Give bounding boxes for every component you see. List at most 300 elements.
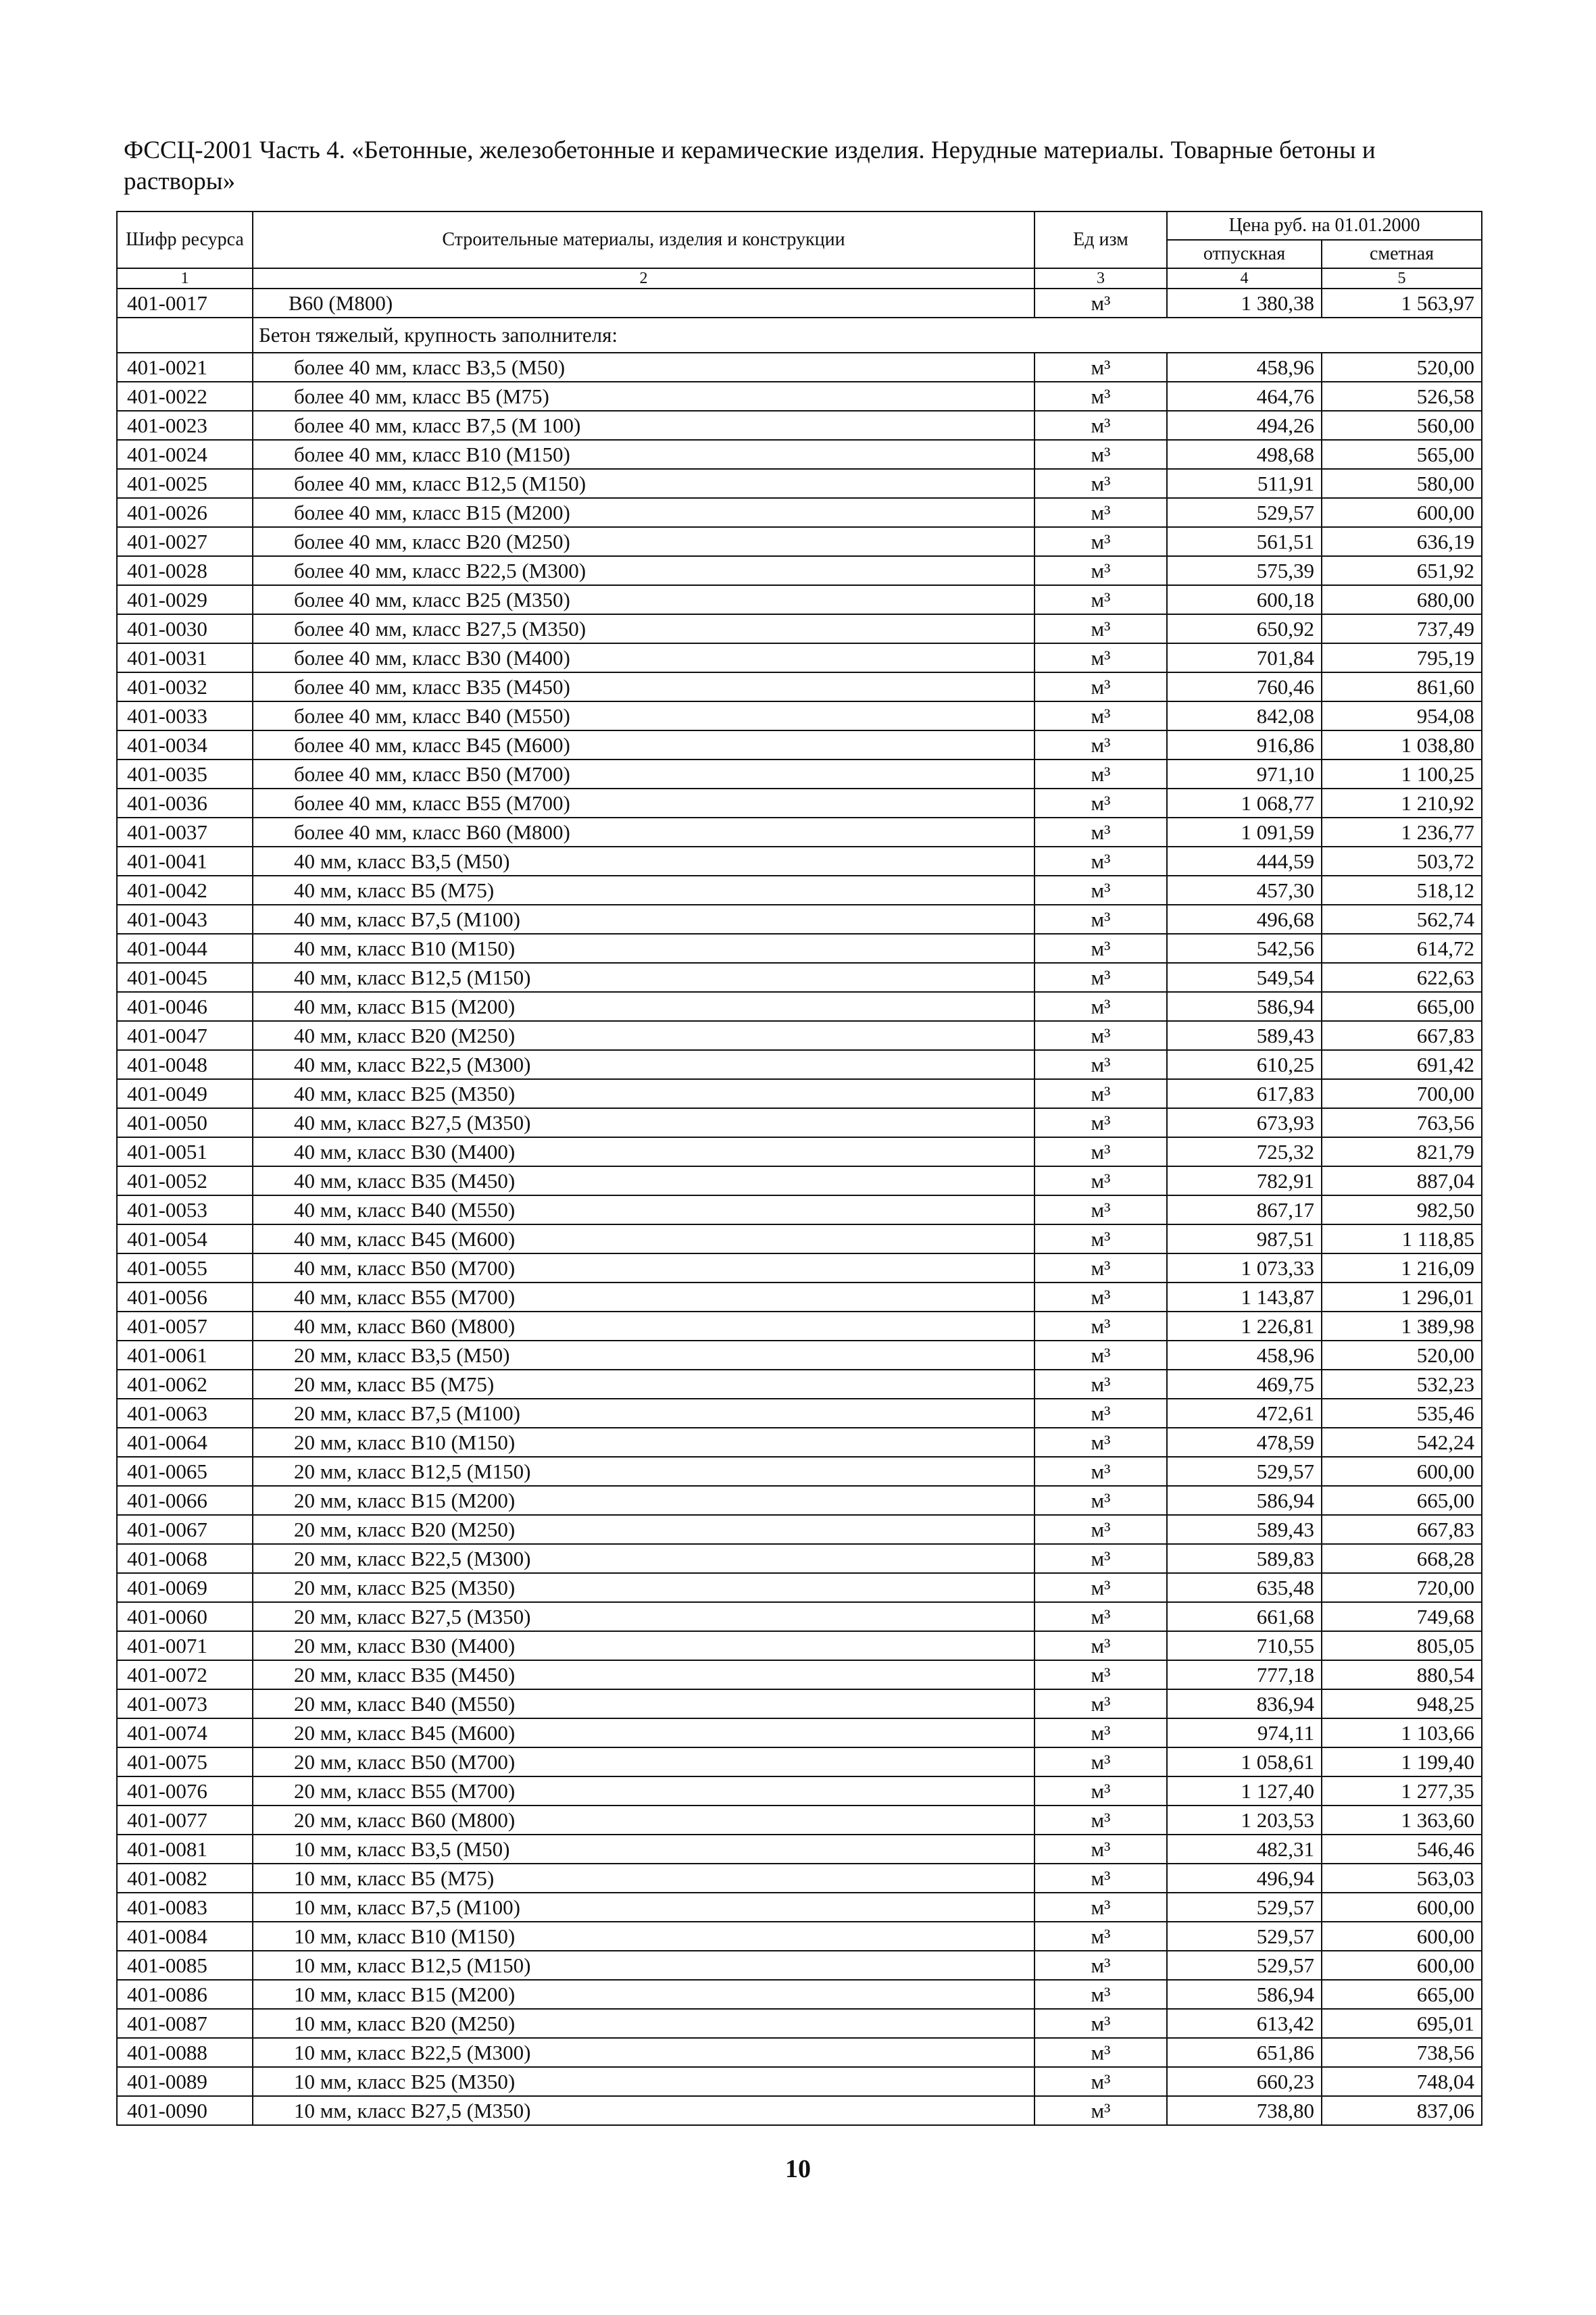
unit: м³ bbox=[1034, 1079, 1167, 1108]
material-name: 40 мм, класс В27,5 (М350) bbox=[253, 1108, 1034, 1137]
release-price: 529,57 bbox=[1167, 1893, 1322, 1922]
material-name: 20 мм, класс В40 (М550) bbox=[253, 1689, 1034, 1718]
unit: м³ bbox=[1034, 382, 1167, 411]
resource-code: 401-0062 bbox=[117, 1370, 253, 1399]
table-row bbox=[117, 1631, 1482, 1660]
unit: м³ bbox=[1034, 353, 1167, 382]
header-estimate-price: сметная bbox=[1322, 240, 1482, 268]
unit: м³ bbox=[1034, 1050, 1167, 1079]
material-name: более 40 мм, класс В35 (М450) bbox=[253, 672, 1034, 701]
table-row bbox=[117, 353, 1482, 382]
material-name: 10 мм, класс В7,5 (М100) bbox=[253, 1893, 1034, 1922]
release-price: 867,17 bbox=[1167, 1195, 1322, 1224]
resource-code: 401-0032 bbox=[117, 672, 253, 701]
header-price: Цена руб. на 01.01.2000 bbox=[1167, 211, 1482, 240]
release-price: 987,51 bbox=[1167, 1224, 1322, 1253]
resource-code: 401-0050 bbox=[117, 1108, 253, 1137]
estimate-price: 667,83 bbox=[1322, 1515, 1482, 1544]
unit: м³ bbox=[1034, 847, 1167, 876]
unit: м³ bbox=[1034, 1689, 1167, 1718]
table-row bbox=[117, 1050, 1482, 1079]
estimate-price: 1 100,25 bbox=[1322, 760, 1482, 789]
release-price: 589,43 bbox=[1167, 1515, 1322, 1544]
unit: м³ bbox=[1034, 2096, 1167, 2125]
material-name: 40 мм, класс В7,5 (М100) bbox=[253, 905, 1034, 934]
unit: м³ bbox=[1034, 1108, 1167, 1137]
unit: м³ bbox=[1034, 1399, 1167, 1428]
material-name: 10 мм, класс В12,5 (М150) bbox=[253, 1951, 1034, 1980]
release-price: 529,57 bbox=[1167, 498, 1322, 527]
unit: м³ bbox=[1034, 1980, 1167, 2009]
resource-code: 401-0023 bbox=[117, 411, 253, 440]
unit: м³ bbox=[1034, 1370, 1167, 1399]
material-name: 40 мм, класс В40 (М550) bbox=[253, 1195, 1034, 1224]
table-row bbox=[117, 1137, 1482, 1166]
release-price: 635,48 bbox=[1167, 1573, 1322, 1602]
unit: м³ bbox=[1034, 701, 1167, 730]
table-row bbox=[117, 1341, 1482, 1370]
group-code-cell bbox=[117, 318, 253, 353]
unit: м³ bbox=[1034, 1747, 1167, 1776]
estimate-price: 982,50 bbox=[1322, 1195, 1482, 1224]
column-number: 3 bbox=[1034, 268, 1167, 289]
table-row bbox=[117, 614, 1482, 643]
table-row bbox=[117, 1835, 1482, 1864]
table-row bbox=[117, 701, 1482, 730]
table-row bbox=[117, 2067, 1482, 2096]
estimate-price: 861,60 bbox=[1322, 672, 1482, 701]
table-row bbox=[117, 992, 1482, 1021]
unit: м³ bbox=[1034, 789, 1167, 818]
estimate-price: 562,74 bbox=[1322, 905, 1482, 934]
material-name: 20 мм, класс В22,5 (М300) bbox=[253, 1544, 1034, 1573]
material-name: более 40 мм, класс В60 (М800) bbox=[253, 818, 1034, 847]
unit: м³ bbox=[1034, 818, 1167, 847]
release-price: 444,59 bbox=[1167, 847, 1322, 876]
resource-code: 401-0035 bbox=[117, 760, 253, 789]
material-name: 10 мм, класс В10 (М150) bbox=[253, 1922, 1034, 1951]
group-label: Бетон тяжелый, крупность заполнителя: bbox=[253, 318, 1482, 353]
resource-code: 401-0024 bbox=[117, 440, 253, 469]
table-row bbox=[117, 1224, 1482, 1253]
resource-code: 401-0068 bbox=[117, 1544, 253, 1573]
header-name: Строительные материалы, изделия и конструкции bbox=[253, 211, 1034, 268]
release-price: 589,43 bbox=[1167, 1021, 1322, 1050]
unit: м³ bbox=[1034, 440, 1167, 469]
resource-code: 401-0033 bbox=[117, 701, 253, 730]
table-row bbox=[117, 1428, 1482, 1457]
unit: м³ bbox=[1034, 1864, 1167, 1893]
table-row bbox=[117, 2038, 1482, 2067]
unit: м³ bbox=[1034, 1224, 1167, 1253]
material-name: 10 мм, класс В27,5 (М350) bbox=[253, 2096, 1034, 2125]
resource-code: 401-0060 bbox=[117, 1602, 253, 1631]
estimate-price: 1 563,97 bbox=[1322, 289, 1482, 318]
table-row bbox=[117, 1747, 1482, 1776]
resource-code: 401-0046 bbox=[117, 992, 253, 1021]
table-row bbox=[117, 411, 1482, 440]
table-header bbox=[117, 211, 1482, 289]
unit: м³ bbox=[1034, 2067, 1167, 2096]
resource-code: 401-0066 bbox=[117, 1486, 253, 1515]
resource-code: 401-0044 bbox=[117, 934, 253, 963]
column-number: 1 bbox=[117, 268, 253, 289]
table-row bbox=[117, 440, 1482, 469]
estimate-price: 526,58 bbox=[1322, 382, 1482, 411]
table-row bbox=[117, 760, 1482, 789]
estimate-price: 948,25 bbox=[1322, 1689, 1482, 1718]
resource-code: 401-0090 bbox=[117, 2096, 253, 2125]
resource-code: 401-0072 bbox=[117, 1660, 253, 1689]
resource-code: 401-0047 bbox=[117, 1021, 253, 1050]
table-row bbox=[117, 556, 1482, 585]
release-price: 610,25 bbox=[1167, 1050, 1322, 1079]
estimate-price: 1 118,85 bbox=[1322, 1224, 1482, 1253]
resource-code: 401-0021 bbox=[117, 353, 253, 382]
unit: м³ bbox=[1034, 1283, 1167, 1312]
table-row bbox=[117, 847, 1482, 876]
table-row bbox=[117, 498, 1482, 527]
table-row bbox=[117, 1602, 1482, 1631]
release-price: 777,18 bbox=[1167, 1660, 1322, 1689]
column-number: 5 bbox=[1322, 268, 1482, 289]
unit: м³ bbox=[1034, 1486, 1167, 1515]
estimate-price: 600,00 bbox=[1322, 1922, 1482, 1951]
release-price: 916,86 bbox=[1167, 730, 1322, 760]
estimate-price: 763,56 bbox=[1322, 1108, 1482, 1137]
resource-code: 401-0031 bbox=[117, 643, 253, 672]
unit: м³ bbox=[1034, 411, 1167, 440]
estimate-price: 535,46 bbox=[1322, 1399, 1482, 1428]
estimate-price: 748,04 bbox=[1322, 2067, 1482, 2096]
material-name: 20 мм, класс В30 (М400) bbox=[253, 1631, 1034, 1660]
estimate-price: 1 103,66 bbox=[1322, 1718, 1482, 1747]
table-row bbox=[117, 905, 1482, 934]
release-price: 760,46 bbox=[1167, 672, 1322, 701]
resource-code: 401-0061 bbox=[117, 1341, 253, 1370]
header-unit: Ед изм bbox=[1034, 211, 1167, 268]
estimate-price: 887,04 bbox=[1322, 1166, 1482, 1195]
estimate-price: 503,72 bbox=[1322, 847, 1482, 876]
estimate-price: 665,00 bbox=[1322, 1980, 1482, 2009]
estimate-price: 691,42 bbox=[1322, 1050, 1482, 1079]
release-price: 511,91 bbox=[1167, 469, 1322, 498]
material-name: 40 мм, класс В55 (М700) bbox=[253, 1283, 1034, 1312]
material-name: более 40 мм, класс В55 (М700) bbox=[253, 789, 1034, 818]
material-name: 10 мм, класс В25 (М350) bbox=[253, 2067, 1034, 2096]
unit: м³ bbox=[1034, 963, 1167, 992]
group-row bbox=[117, 318, 1482, 353]
estimate-price: 738,56 bbox=[1322, 2038, 1482, 2067]
material-name: более 40 мм, класс В12,5 (М150) bbox=[253, 469, 1034, 498]
estimate-price: 546,46 bbox=[1322, 1835, 1482, 1864]
material-name: 20 мм, класс В10 (М150) bbox=[253, 1428, 1034, 1457]
release-price: 458,96 bbox=[1167, 353, 1322, 382]
resource-code: 401-0074 bbox=[117, 1718, 253, 1747]
table-row bbox=[117, 1573, 1482, 1602]
material-name: 40 мм, класс В20 (М250) bbox=[253, 1021, 1034, 1050]
unit: м³ bbox=[1034, 1137, 1167, 1166]
table-row bbox=[117, 1079, 1482, 1108]
estimate-price: 614,72 bbox=[1322, 934, 1482, 963]
estimate-price: 600,00 bbox=[1322, 1893, 1482, 1922]
release-price: 1 380,38 bbox=[1167, 289, 1322, 318]
estimate-price: 542,24 bbox=[1322, 1428, 1482, 1457]
material-name: более 40 мм, класс В40 (М550) bbox=[253, 701, 1034, 730]
table-row bbox=[117, 1689, 1482, 1718]
material-name: 40 мм, класс В60 (М800) bbox=[253, 1312, 1034, 1341]
resource-code: 401-0017 bbox=[117, 289, 253, 318]
estimate-price: 600,00 bbox=[1322, 1951, 1482, 1980]
release-price: 575,39 bbox=[1167, 556, 1322, 585]
resource-code: 401-0064 bbox=[117, 1428, 253, 1457]
material-name: 40 мм, класс В22,5 (М300) bbox=[253, 1050, 1034, 1079]
estimate-price: 795,19 bbox=[1322, 643, 1482, 672]
resource-code: 401-0081 bbox=[117, 1835, 253, 1864]
release-price: 673,93 bbox=[1167, 1108, 1322, 1137]
unit: м³ bbox=[1034, 905, 1167, 934]
material-name: 20 мм, класс В3,5 (М50) bbox=[253, 1341, 1034, 1370]
resource-code: 401-0086 bbox=[117, 1980, 253, 2009]
resource-code: 401-0026 bbox=[117, 498, 253, 527]
release-price: 710,55 bbox=[1167, 1631, 1322, 1660]
unit: м³ bbox=[1034, 2009, 1167, 2038]
material-name: 20 мм, класс В45 (М600) bbox=[253, 1718, 1034, 1747]
unit: м³ bbox=[1034, 1428, 1167, 1457]
resource-code: 401-0069 bbox=[117, 1573, 253, 1602]
release-price: 457,30 bbox=[1167, 876, 1322, 905]
estimate-price: 600,00 bbox=[1322, 498, 1482, 527]
table-row bbox=[117, 1399, 1482, 1428]
release-price: 458,96 bbox=[1167, 1341, 1322, 1370]
resource-code: 401-0053 bbox=[117, 1195, 253, 1224]
unit: м³ bbox=[1034, 1515, 1167, 1544]
unit: м³ bbox=[1034, 1195, 1167, 1224]
material-name: 40 мм, класс В30 (М400) bbox=[253, 1137, 1034, 1166]
table-body bbox=[117, 289, 1482, 2125]
release-price: 600,18 bbox=[1167, 585, 1322, 614]
material-name: 40 мм, класс В5 (М75) bbox=[253, 876, 1034, 905]
release-price: 1 226,81 bbox=[1167, 1312, 1322, 1341]
release-price: 542,56 bbox=[1167, 934, 1322, 963]
estimate-price: 954,08 bbox=[1322, 701, 1482, 730]
material-name: более 40 мм, класс В45 (М600) bbox=[253, 730, 1034, 760]
material-name: 20 мм, класс В15 (М200) bbox=[253, 1486, 1034, 1515]
estimate-price: 600,00 bbox=[1322, 1457, 1482, 1486]
release-price: 586,94 bbox=[1167, 1486, 1322, 1515]
estimate-price: 695,01 bbox=[1322, 2009, 1482, 2038]
material-name: 20 мм, класс В27,5 (М350) bbox=[253, 1602, 1034, 1631]
unit: м³ bbox=[1034, 556, 1167, 585]
release-price: 498,68 bbox=[1167, 440, 1322, 469]
material-name: 10 мм, класс В3,5 (М50) bbox=[253, 1835, 1034, 1864]
material-name: более 40 мм, класс В10 (М150) bbox=[253, 440, 1034, 469]
estimate-price: 651,92 bbox=[1322, 556, 1482, 585]
estimate-price: 720,00 bbox=[1322, 1573, 1482, 1602]
material-name: 40 мм, класс В10 (М150) bbox=[253, 934, 1034, 963]
estimate-price: 520,00 bbox=[1322, 1341, 1482, 1370]
estimate-price: 700,00 bbox=[1322, 1079, 1482, 1108]
table-row bbox=[117, 1457, 1482, 1486]
table-row bbox=[117, 1951, 1482, 1980]
resource-code: 401-0049 bbox=[117, 1079, 253, 1108]
release-price: 650,92 bbox=[1167, 614, 1322, 643]
resource-code: 401-0075 bbox=[117, 1747, 253, 1776]
table-row bbox=[117, 1893, 1482, 1922]
release-price: 974,11 bbox=[1167, 1718, 1322, 1747]
column-number: 4 bbox=[1167, 268, 1322, 289]
table-row bbox=[117, 1195, 1482, 1224]
unit: м³ bbox=[1034, 469, 1167, 498]
material-name: 20 мм, класс В7,5 (М100) bbox=[253, 1399, 1034, 1428]
table-row bbox=[117, 1515, 1482, 1544]
estimate-price: 1 038,80 bbox=[1322, 730, 1482, 760]
release-price: 1 127,40 bbox=[1167, 1776, 1322, 1806]
release-price: 971,10 bbox=[1167, 760, 1322, 789]
unit: м³ bbox=[1034, 585, 1167, 614]
material-name: В60 (М800) bbox=[253, 289, 1034, 318]
material-name: 40 мм, класс В25 (М350) bbox=[253, 1079, 1034, 1108]
unit: м³ bbox=[1034, 1021, 1167, 1050]
resource-code: 401-0048 bbox=[117, 1050, 253, 1079]
material-name: 10 мм, класс В22,5 (М300) bbox=[253, 2038, 1034, 2067]
release-price: 660,23 bbox=[1167, 2067, 1322, 2096]
resource-code: 401-0073 bbox=[117, 1689, 253, 1718]
resource-code: 401-0084 bbox=[117, 1922, 253, 1951]
estimate-price: 1 296,01 bbox=[1322, 1283, 1482, 1312]
release-price: 529,57 bbox=[1167, 1951, 1322, 1980]
release-price: 613,42 bbox=[1167, 2009, 1322, 2038]
unit: м³ bbox=[1034, 876, 1167, 905]
estimate-price: 837,06 bbox=[1322, 2096, 1482, 2125]
estimate-price: 749,68 bbox=[1322, 1602, 1482, 1631]
resource-code: 401-0085 bbox=[117, 1951, 253, 1980]
release-price: 725,32 bbox=[1167, 1137, 1322, 1166]
resource-code: 401-0065 bbox=[117, 1457, 253, 1486]
unit: м³ bbox=[1034, 1312, 1167, 1341]
document-title: ФССЦ-2001 Часть 4. «Бетонные, железобетонные и керамические изделия. Нерудные материалы. Товарные бетоны и растворы» bbox=[124, 136, 1376, 195]
estimate-price: 1 363,60 bbox=[1322, 1806, 1482, 1835]
estimate-price: 532,23 bbox=[1322, 1370, 1482, 1399]
unit: м³ bbox=[1034, 1602, 1167, 1631]
estimate-price: 667,83 bbox=[1322, 1021, 1482, 1050]
resource-code: 401-0051 bbox=[117, 1137, 253, 1166]
price-table bbox=[116, 211, 1482, 2126]
table-row bbox=[117, 1718, 1482, 1747]
table-row bbox=[117, 934, 1482, 963]
unit: м³ bbox=[1034, 1718, 1167, 1747]
material-name: 20 мм, класс В25 (М350) bbox=[253, 1573, 1034, 1602]
unit: м³ bbox=[1034, 672, 1167, 701]
release-price: 561,51 bbox=[1167, 527, 1322, 556]
unit: м³ bbox=[1034, 992, 1167, 1021]
unit: м³ bbox=[1034, 1544, 1167, 1573]
table-row bbox=[117, 1486, 1482, 1515]
estimate-price: 880,54 bbox=[1322, 1660, 1482, 1689]
material-name: 10 мм, класс В20 (М250) bbox=[253, 2009, 1034, 2038]
estimate-price: 1 199,40 bbox=[1322, 1747, 1482, 1776]
material-name: 20 мм, класс В60 (М800) bbox=[253, 1806, 1034, 1835]
material-name: более 40 мм, класс В22,5 (М300) bbox=[253, 556, 1034, 585]
table-row bbox=[117, 2009, 1482, 2038]
table-row bbox=[117, 1253, 1482, 1283]
estimate-price: 622,63 bbox=[1322, 963, 1482, 992]
resource-code: 401-0037 bbox=[117, 818, 253, 847]
resource-code: 401-0089 bbox=[117, 2067, 253, 2096]
table-row bbox=[117, 382, 1482, 411]
release-price: 478,59 bbox=[1167, 1428, 1322, 1457]
estimate-price: 821,79 bbox=[1322, 1137, 1482, 1166]
resource-code: 401-0057 bbox=[117, 1312, 253, 1341]
resource-code: 401-0022 bbox=[117, 382, 253, 411]
estimate-price: 737,49 bbox=[1322, 614, 1482, 643]
estimate-price: 563,03 bbox=[1322, 1864, 1482, 1893]
material-name: более 40 мм, класс В5 (М75) bbox=[253, 382, 1034, 411]
estimate-price: 636,19 bbox=[1322, 527, 1482, 556]
unit: м³ bbox=[1034, 1573, 1167, 1602]
material-name: 40 мм, класс В3,5 (М50) bbox=[253, 847, 1034, 876]
release-price: 1 203,53 bbox=[1167, 1806, 1322, 1835]
release-price: 661,68 bbox=[1167, 1602, 1322, 1631]
estimate-price: 560,00 bbox=[1322, 411, 1482, 440]
resource-code: 401-0056 bbox=[117, 1283, 253, 1312]
material-name: более 40 мм, класс В3,5 (М50) bbox=[253, 353, 1034, 382]
estimate-price: 520,00 bbox=[1322, 353, 1482, 382]
resource-code: 401-0088 bbox=[117, 2038, 253, 2067]
release-price: 494,26 bbox=[1167, 411, 1322, 440]
release-price: 469,75 bbox=[1167, 1370, 1322, 1399]
estimate-price: 1 216,09 bbox=[1322, 1253, 1482, 1283]
unit: м³ bbox=[1034, 1806, 1167, 1835]
table-row bbox=[117, 818, 1482, 847]
unit: м³ bbox=[1034, 498, 1167, 527]
release-price: 1 068,77 bbox=[1167, 789, 1322, 818]
table-row bbox=[117, 2096, 1482, 2125]
material-name: более 40 мм, класс В27,5 (М350) bbox=[253, 614, 1034, 643]
release-price: 529,57 bbox=[1167, 1922, 1322, 1951]
resource-code: 401-0041 bbox=[117, 847, 253, 876]
table-row bbox=[117, 643, 1482, 672]
material-name: 40 мм, класс В35 (М450) bbox=[253, 1166, 1034, 1195]
material-name: 10 мм, класс В15 (М200) bbox=[253, 1980, 1034, 2009]
release-price: 496,94 bbox=[1167, 1864, 1322, 1893]
table-row bbox=[117, 527, 1482, 556]
material-name: 20 мм, класс В12,5 (М150) bbox=[253, 1457, 1034, 1486]
release-price: 529,57 bbox=[1167, 1457, 1322, 1486]
table-row bbox=[117, 1922, 1482, 1951]
estimate-price: 1 277,35 bbox=[1322, 1776, 1482, 1806]
release-price: 842,08 bbox=[1167, 701, 1322, 730]
release-price: 496,68 bbox=[1167, 905, 1322, 934]
unit: м³ bbox=[1034, 1631, 1167, 1660]
table-row bbox=[117, 1166, 1482, 1195]
material-name: 20 мм, класс В5 (М75) bbox=[253, 1370, 1034, 1399]
unit: м³ bbox=[1034, 1776, 1167, 1806]
table-row bbox=[117, 1776, 1482, 1806]
unit: м³ bbox=[1034, 1922, 1167, 1951]
unit: м³ bbox=[1034, 527, 1167, 556]
material-name: 40 мм, класс В15 (М200) bbox=[253, 992, 1034, 1021]
resource-code: 401-0082 bbox=[117, 1864, 253, 1893]
estimate-price: 1 389,98 bbox=[1322, 1312, 1482, 1341]
table-row bbox=[117, 1283, 1482, 1312]
material-name: более 40 мм, класс В30 (М400) bbox=[253, 643, 1034, 672]
unit: м³ bbox=[1034, 730, 1167, 760]
release-price: 836,94 bbox=[1167, 1689, 1322, 1718]
resource-code: 401-0077 bbox=[117, 1806, 253, 1835]
table-row bbox=[117, 1370, 1482, 1399]
resource-code: 401-0055 bbox=[117, 1253, 253, 1283]
